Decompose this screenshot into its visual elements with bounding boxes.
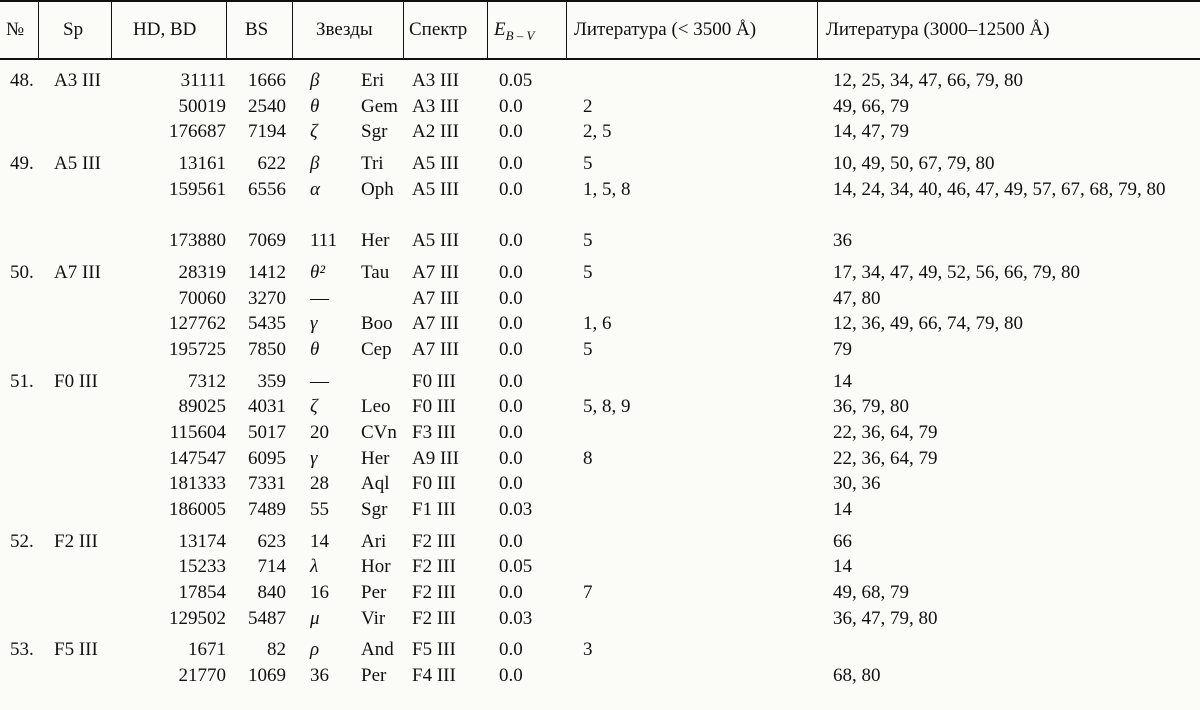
star-designation: β	[310, 70, 320, 91]
hd-number: 195725	[169, 338, 226, 360]
spectrum: F3 III	[412, 421, 456, 443]
table-row	[0, 94, 1200, 120]
literature-visible: 68, 80	[833, 665, 881, 687]
spectrum: F0 III	[412, 473, 456, 495]
literature-uv: 2, 5	[583, 121, 612, 143]
header-divider	[487, 2, 488, 58]
color-excess: 0.0	[499, 370, 523, 392]
constellation: And	[361, 639, 394, 661]
color-excess: 0.03	[499, 499, 533, 521]
literature-visible: 22, 36, 64, 79	[833, 447, 938, 469]
header-ebv-sub: B – V	[505, 28, 535, 43]
hd-number: 129502	[169, 607, 226, 629]
group-spectral-class: A7 III	[54, 261, 101, 283]
star-designation: γ	[310, 447, 318, 469]
constellation: Vir	[361, 607, 386, 629]
header-stars: Звезды	[316, 19, 373, 40]
literature-uv: 3	[583, 639, 593, 661]
group-spectral-class: A5 III	[54, 153, 101, 175]
literature-visible: 12, 36, 49, 66, 74, 79, 80	[833, 313, 1023, 335]
spectrum: A5 III	[412, 153, 459, 175]
color-excess: 0.0	[499, 396, 523, 418]
literature-visible: 36, 47, 79, 80	[833, 607, 938, 629]
star-group	[0, 151, 1200, 254]
header-hd-bd: HD, BD	[133, 19, 197, 40]
bs-number: 623	[257, 530, 286, 552]
star-designation: θ²	[310, 261, 326, 283]
hd-number: 181333	[169, 473, 226, 495]
color-excess: 0.0	[499, 153, 523, 175]
constellation: Sgr	[361, 121, 388, 143]
table-row	[0, 497, 1200, 523]
hd-number: 13174	[178, 530, 226, 552]
spectrum: F1 III	[412, 499, 456, 521]
table-row	[0, 68, 1200, 94]
literature-visible: 36, 79, 80	[833, 396, 909, 418]
star-designation: γ	[310, 313, 318, 335]
spectrum: A3 III	[412, 95, 459, 117]
star-designation: β	[310, 153, 320, 175]
color-excess: 0.0	[499, 121, 523, 143]
group-number: 48.	[10, 70, 34, 91]
header-spectrum: Спектр	[409, 19, 468, 40]
star-designation: 14	[310, 530, 329, 552]
literature-uv: 7	[583, 582, 593, 604]
color-excess: 0.0	[499, 447, 523, 469]
header-divider	[38, 2, 39, 58]
bs-number: 2540	[248, 95, 286, 117]
literature-visible: 14	[833, 556, 852, 578]
color-excess: 0.03	[499, 607, 533, 629]
literature-uv: 5, 8, 9	[583, 396, 631, 418]
table-row	[0, 286, 1200, 312]
hd-number: 176687	[169, 121, 226, 143]
table-row	[0, 151, 1200, 177]
star-designation: μ	[310, 607, 320, 629]
star-designation: 36	[310, 665, 329, 687]
hd-number: 21770	[178, 665, 226, 687]
table-row	[0, 663, 1200, 689]
constellation: Tri	[361, 153, 384, 175]
group-spectral-class: A3 III	[54, 70, 101, 91]
table-row	[0, 311, 1200, 337]
color-excess: 0.0	[499, 473, 523, 495]
header-ebv-main: E	[494, 19, 506, 40]
table-row	[0, 446, 1200, 472]
bs-number: 840	[257, 582, 286, 604]
hd-number: 17854	[178, 582, 226, 604]
literature-visible: 14	[833, 499, 852, 521]
bs-number: 7331	[248, 473, 286, 495]
literature-visible: 14	[833, 370, 852, 392]
literature-uv: 2	[583, 95, 593, 117]
literature-uv: 1, 6	[583, 313, 612, 335]
spectrum: A3 III	[412, 70, 459, 91]
table-row	[0, 471, 1200, 497]
spectrum: A7 III	[412, 287, 459, 309]
star-designation: —	[310, 370, 329, 392]
constellation: Eri	[361, 70, 385, 91]
bs-number: 714	[257, 556, 286, 578]
spectrum: F5 III	[412, 639, 456, 661]
hd-number: 7312	[188, 370, 226, 392]
color-excess: 0.05	[499, 556, 533, 578]
bs-number: 7194	[248, 121, 286, 143]
bs-number: 7850	[248, 338, 286, 360]
group-spectral-class: F5 III	[54, 639, 98, 661]
table-row	[0, 369, 1200, 395]
group-spectral-class: F2 III	[54, 530, 98, 552]
header-ebv	[494, 2, 535, 58]
constellation: Per	[361, 582, 387, 604]
table-row	[0, 260, 1200, 286]
spectrum: F2 III	[412, 607, 456, 629]
literature-visible: 14, 47, 79	[833, 121, 909, 143]
hd-number: 89025	[178, 396, 226, 418]
literature-visible: 12, 25, 34, 47, 66, 79, 80	[833, 70, 1023, 91]
color-excess: 0.0	[499, 313, 523, 335]
literature-visible: 22, 36, 64, 79	[833, 421, 938, 443]
color-excess: 0.0	[499, 287, 523, 309]
color-excess: 0.0	[499, 230, 523, 252]
literature-uv: 8	[583, 447, 593, 469]
star-designation: 28	[310, 473, 329, 495]
literature-uv: 5	[583, 338, 593, 360]
group-number: 51.	[10, 370, 34, 392]
star-group	[0, 637, 1200, 688]
star-designation: ζ	[310, 121, 318, 143]
header-divider	[817, 2, 818, 58]
literature-uv: 5	[583, 153, 593, 175]
table-header	[0, 0, 1200, 60]
group-number: 53.	[10, 639, 34, 661]
constellation: Her	[361, 447, 390, 469]
bs-number: 4031	[248, 396, 286, 418]
bs-number: 5017	[248, 421, 286, 443]
spectrum: F0 III	[412, 370, 456, 392]
bs-number: 7069	[248, 230, 286, 252]
table-row	[0, 529, 1200, 555]
bs-number: 1069	[248, 665, 286, 687]
literature-visible: 66	[833, 530, 852, 552]
table-row	[0, 554, 1200, 580]
star-designation: θ	[310, 338, 320, 360]
table-row	[0, 637, 1200, 663]
header-divider	[111, 2, 112, 58]
bs-number: 359	[257, 370, 286, 392]
header-divider	[292, 2, 293, 58]
literature-visible: 36	[833, 230, 852, 252]
hd-number: 50019	[178, 95, 226, 117]
star-group	[0, 68, 1200, 145]
table-row	[0, 606, 1200, 632]
bs-number: 6556	[248, 178, 286, 200]
literature-uv: 1, 5, 8	[583, 178, 631, 200]
color-excess: 0.0	[499, 261, 523, 283]
hd-number: 70060	[178, 287, 226, 309]
constellation: Boo	[361, 313, 393, 335]
header-divider	[226, 2, 227, 58]
constellation: Tau	[361, 261, 390, 283]
color-excess: 0.0	[499, 95, 523, 117]
constellation: Ari	[361, 530, 387, 552]
spectrum: A5 III	[412, 178, 459, 200]
color-excess: 0.0	[499, 421, 523, 443]
header-sp: Sp	[63, 19, 84, 40]
bs-number: 1666	[248, 70, 286, 91]
header-no: №	[6, 19, 25, 40]
bs-number: 7489	[248, 499, 286, 521]
literature-visible: 17, 34, 47, 49, 52, 56, 66, 79, 80	[833, 261, 1080, 283]
star-designation: —	[310, 287, 329, 309]
hd-number: 173880	[169, 230, 226, 252]
literature-visible: 30, 36	[833, 473, 881, 495]
spectrum: A9 III	[412, 447, 459, 469]
hd-number: 127762	[169, 313, 226, 335]
literature-visible: 79	[833, 338, 852, 360]
constellation: Aql	[361, 473, 390, 495]
color-excess: 0.0	[499, 582, 523, 604]
bs-number: 3270	[248, 287, 286, 309]
star-designation: α	[310, 178, 320, 200]
table-row	[0, 420, 1200, 446]
star-designation: λ	[310, 556, 319, 578]
header-lit-uv: Литература (< 3500 Å)	[574, 19, 757, 40]
constellation: Her	[361, 230, 390, 252]
spectrum: A7 III	[412, 261, 459, 283]
color-excess: 0.0	[499, 639, 523, 661]
header-lit-vis: Литература (3000–12500 Å)	[826, 19, 1050, 40]
star-group	[0, 369, 1200, 523]
group-spectral-class: F0 III	[54, 370, 98, 392]
spectrum: A2 III	[412, 121, 459, 143]
constellation: Oph	[361, 178, 394, 200]
literature-uv: 5	[583, 230, 593, 252]
table-row	[0, 580, 1200, 606]
color-excess: 0.0	[499, 665, 523, 687]
star-designation: 20	[310, 421, 329, 443]
bs-number: 1412	[248, 261, 286, 283]
constellation: Hor	[361, 556, 391, 578]
spectrum: A7 III	[412, 313, 459, 335]
hd-number: 31111	[180, 70, 226, 91]
constellation: Per	[361, 665, 387, 687]
color-excess: 0.0	[499, 178, 523, 200]
constellation: Gem	[361, 95, 398, 117]
constellation: Sgr	[361, 499, 388, 521]
literature-visible: 49, 66, 79	[833, 95, 909, 117]
star-designation: 16	[310, 582, 329, 604]
hd-number: 13161	[178, 153, 226, 175]
star-group	[0, 260, 1200, 363]
color-excess: 0.05	[499, 70, 533, 91]
constellation: Leo	[361, 396, 391, 418]
spectrum: F0 III	[412, 396, 456, 418]
literature-visible: 47, 80	[833, 287, 881, 309]
color-excess: 0.0	[499, 530, 523, 552]
group-number: 50.	[10, 261, 34, 283]
bs-number: 5487	[248, 607, 286, 629]
star-designation: θ	[310, 95, 320, 117]
literature-visible: 49, 68, 79	[833, 582, 909, 604]
table-body	[0, 68, 1200, 689]
bs-number: 82	[267, 639, 286, 661]
spectrum: A7 III	[412, 338, 459, 360]
star-designation: ρ	[310, 639, 320, 661]
literature-visible: 10, 49, 50, 67, 79, 80	[833, 153, 995, 175]
header-bs: BS	[245, 19, 269, 40]
bs-number: 6095	[248, 447, 286, 469]
hd-number: 159561	[169, 178, 226, 200]
table-row	[0, 177, 1200, 228]
table-row	[0, 337, 1200, 363]
star-designation: 55	[310, 499, 329, 521]
hd-number: 1671	[188, 639, 226, 661]
star-group	[0, 529, 1200, 632]
star-designation: ζ	[310, 396, 318, 418]
bs-number: 622	[257, 153, 286, 175]
hd-number: 115604	[169, 421, 226, 443]
star-designation: 111	[310, 230, 338, 252]
literature-visible: 14, 24, 34, 40, 46, 47, 49, 57, 67, 68, 79, 80	[833, 178, 1166, 200]
hd-number: 147547	[169, 447, 226, 469]
hd-number: 186005	[169, 499, 226, 521]
spectrum: F2 III	[412, 530, 456, 552]
spectrum: F2 III	[412, 556, 456, 578]
color-excess: 0.0	[499, 338, 523, 360]
table-row	[0, 228, 1200, 254]
constellation: CVn	[361, 421, 397, 443]
table-row	[0, 119, 1200, 145]
spectrum: A5 III	[412, 230, 459, 252]
constellation: Cep	[361, 338, 392, 360]
hd-number: 28319	[178, 261, 226, 283]
spectrum: F4 III	[412, 665, 456, 687]
literature-uv: 5	[583, 261, 593, 283]
header-divider	[566, 2, 567, 58]
table-row	[0, 394, 1200, 420]
bs-number: 5435	[248, 313, 286, 335]
group-number: 49.	[10, 153, 34, 175]
header-divider	[403, 2, 404, 58]
hd-number: 15233	[178, 556, 226, 578]
group-number: 52.	[10, 530, 34, 552]
spectrum: F2 III	[412, 582, 456, 604]
